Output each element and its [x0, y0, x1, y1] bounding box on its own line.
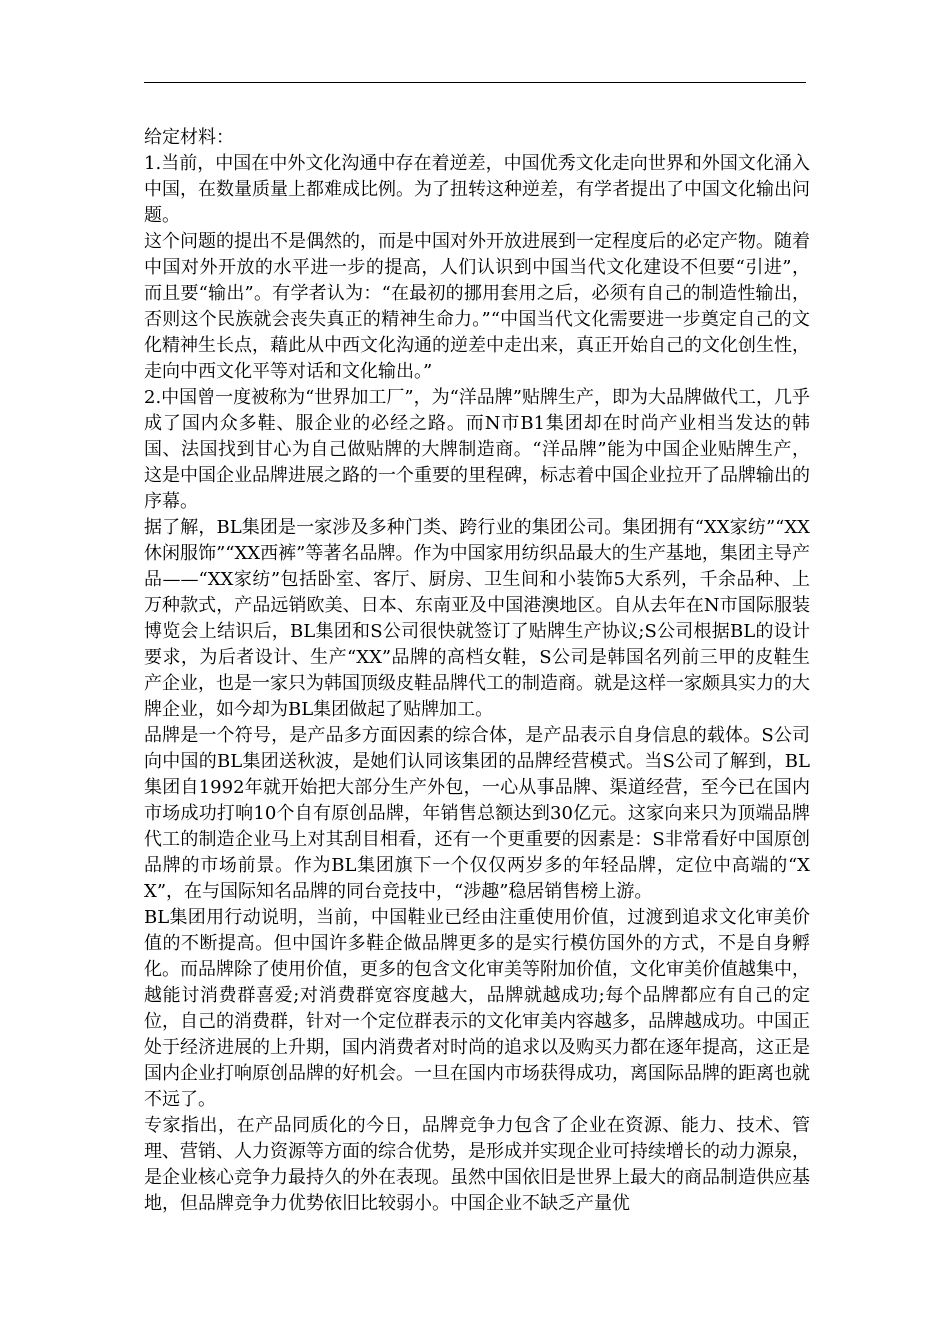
document-body: [144, 125, 810, 1217]
paragraph: 据了解，BL集团是一家涉及多种门类、跨行业的集团公司。集团拥有“XX家纺”“XX休闲服饰”“XX西裤”等著名品牌。作为中国家用纺织品最大的生产基地，集团主导产品——“XX家纺”包括卧室、客厅、厨房、卫生间和小装饰5大系列，千余品种、上万种款式，产品远销欧美、日本、东南亚及中国港澳地区。自从去年在N市国际服装博览会上结识后，BL集团和S公司很快就签订了贴牌生产协议;S公司根据BL的设计要求，为后者设计、生产“XX”品牌的高档女鞋，S公司是韩国名列前三甲的皮鞋生产企业，也是一家只为韩国顶级皮鞋品牌代工的制造商。就是这样一家颇具实力的大牌企业，如今却为BL集团做起了贴牌加工。: [144, 517, 810, 720]
paragraph: 品牌是一个符号，是产品多方面因素的综合体，是产品表示自身信息的载体。S公司向中国的BL集团送秋波，是她们认同该集团的品牌经营模式。当S公司了解到，BL集团自1992年就开始把大部分生产外包，一心从事品牌、渠道经营，至今已在国内市场成功打响10个自有原创品牌，年销售总额达到30亿元。这家向来只为顶端品牌代工的制造企业马上对其刮目相看，还有一个更重要的因素是：S非常看好中国原创品牌的市场前景。作为BL集团旗下一个仅仅两岁多的年轻品牌，定位中高端的“XX”，在与国际知名品牌的同台竞技中，“涉趣”稳居销售榜上游。: [144, 725, 810, 902]
paragraph: 2.中国曾一度被称为“世界加工厂”，为“洋品牌”贴牌生产，即为大品牌做代工，几乎成了国内众多鞋、服企业的必经之路。而N市B1集团却在时尚产业相当发达的韩国、法国找到甘心为自己做贴牌的大牌制造商。“洋品牌”能为中国企业贴牌生产，这是中国企业品牌进展之路的一个重要的里程碑，标志着中国企业拉开了品牌输出的序幕。: [144, 387, 810, 512]
paragraph: 专家指出，在产品同质化的今日，品牌竞争力包含了企业在资源、能力、技术、管理、营销、人力资源等方面的综合优势，是形成并实现企业可持续增长的动力源泉，是企业核心竞争力最持久的外在表现。虽然中国依旧是世界上最大的商品制造供应基地，但品牌竞争力优势依旧比较弱小。中国企业不缺乏产量优: [144, 1115, 810, 1214]
section-heading: 给定材料：: [144, 127, 234, 148]
paragraph: 这个问题的提出不是偶然的，而是中国对外开放进展到一定程度后的必定产物。随着中国对外开放的水平进一步的提高，人们认识到中国当代文化建设不但要“引进”，而且要“输出”。有学者认为：“在最初的挪用套用之后，必须有自己的制造性输出，否则这个民族就会丧失真正的精神生命力。”“中国当代文化需要进一步奠定自己的文化精神生长点，藉此从中西文化沟通的逆差中走出来，真正开始自己的文化创生性，走向中西文化平等对话和文化输出。”: [144, 231, 810, 382]
paragraph: BL集团用行动说明，当前，中国鞋业已经由注重使用价值，过渡到追求文化审美价值的不断提高。但中国许多鞋企做品牌更多的是实行模仿国外的方式，不是自身孵化。而品牌除了使用价值，更多的包含文化审美等附加价值，文化审美价值越集中，越能讨消费群喜爱;对消费群宽容度越大，品牌就越成功;每个品牌都应有自己的定位，自己的消费群，针对一个定位群表示的文化审美内容越多，品牌越成功。中国正处于经济进展的上升期，国内消费者对时尚的追求以及购买力都在逐年提高，这正是国内企业打响原创品牌的好机会。一旦在国内市场获得成功，离国际品牌的距离也就不远了。: [144, 907, 810, 1110]
paragraph: 1.当前，中国在中外文化沟通中存在着逆差，中国优秀文化走向世界和外国文化涌入中国，在数量质量上都难成比例。为了扭转这种逆差，有学者提出了中国文化输出问题。: [144, 153, 810, 226]
header-rule: [144, 82, 806, 83]
